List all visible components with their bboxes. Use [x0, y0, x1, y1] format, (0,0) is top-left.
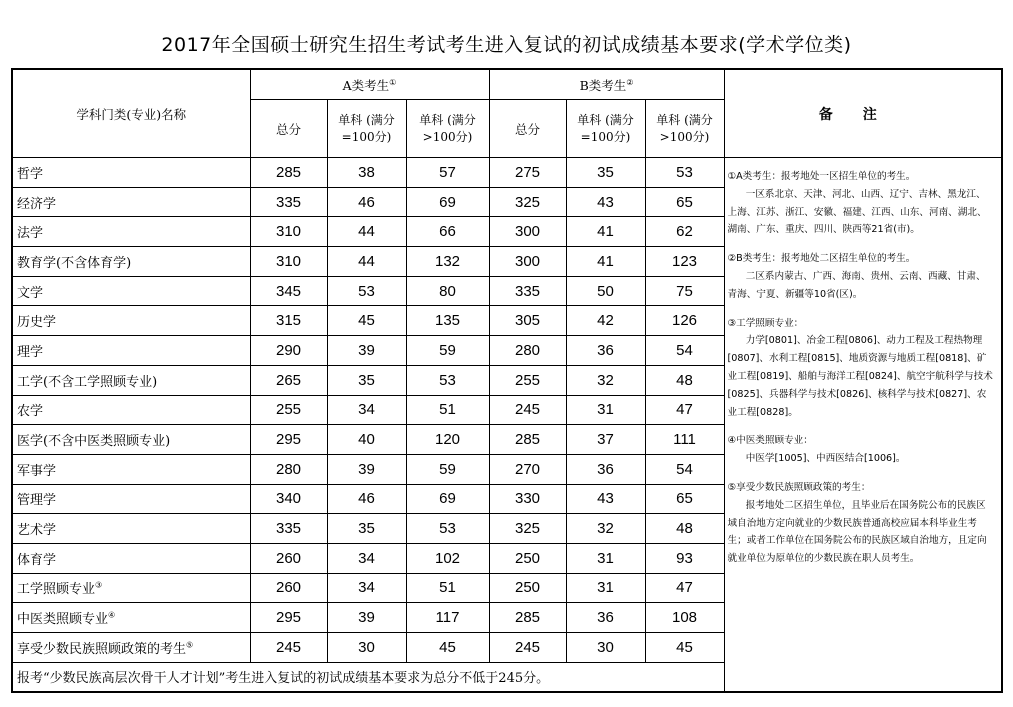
group-b-header: B类考生② — [489, 69, 724, 100]
score-cell-b-single-gt100: 108 — [645, 603, 724, 633]
score-cell-a-single-gt100: 102 — [406, 543, 489, 573]
group-a-mark: ① — [389, 77, 397, 87]
score-cell-b-single-gt100: 65 — [645, 187, 724, 217]
note-block — [728, 250, 996, 303]
score-cell-a-single-100: 46 — [327, 484, 406, 514]
score-cell-a-total: 285 — [250, 158, 327, 188]
note-heading: ②B类考生：报考地处二区招生单位的考生。 — [727, 253, 916, 265]
score-cell-a-total: 340 — [250, 484, 327, 514]
group-b-mark: ② — [626, 77, 634, 87]
footnote-mark: ③ — [95, 581, 103, 591]
subject-name: 经济学 — [12, 187, 250, 217]
subject-name: 文学 — [12, 276, 250, 306]
score-cell-b-single-gt100: 47 — [645, 573, 724, 603]
score-cell-a-single-100: 40 — [327, 425, 406, 455]
score-cell-a-total: 260 — [250, 573, 327, 603]
notes-header: 备注 — [724, 69, 1002, 158]
score-cell-b-single-100: 36 — [566, 603, 645, 633]
note-body: 报考地处二区招生单位，且毕业后在国务院公布的民族区域自治地方定向就业的少数民族普通高校应届本科毕业生考生；或者工作单位在国务院公布的民族区域自治地方，且定向就业单位为原单位的少数民族在职人员考生。 — [727, 499, 987, 565]
score-cell-b-single-100: 41 — [566, 247, 645, 277]
score-cell-b-single-100: 43 — [566, 187, 645, 217]
score-cell-b-total: 325 — [489, 187, 566, 217]
score-cell-a-total: 295 — [250, 425, 327, 455]
subject-name: 医学(不含中医类照顾专业) — [12, 425, 250, 455]
score-cell-a-single-gt100: 66 — [406, 217, 489, 247]
score-cell-b-single-gt100: 47 — [645, 395, 724, 425]
score-table — [11, 68, 1003, 693]
score-cell-a-single-gt100: 53 — [406, 365, 489, 395]
score-cell-a-total: 315 — [250, 306, 327, 336]
score-cell-b-single-100: 31 — [566, 573, 645, 603]
footnote-mark: ⑤ — [186, 640, 194, 650]
subject-header: 学科门类(专业)名称 — [12, 69, 250, 158]
score-cell-b-single-gt100: 48 — [645, 514, 724, 544]
score-cell-b-single-100: 32 — [566, 514, 645, 544]
score-cell-b-total: 250 — [489, 543, 566, 573]
score-cell-a-total: 245 — [250, 633, 327, 663]
note-heading: ⑤享受少数民族照顾政策的考生： — [727, 481, 871, 493]
score-cell-b-single-100: 35 — [566, 158, 645, 188]
score-cell-b-single-100: 31 — [566, 395, 645, 425]
score-cell-b-total: 330 — [489, 484, 566, 514]
b-single-gt100-header: 单科 (满分 >100分) — [645, 100, 724, 158]
note-body: 二区系内蒙古、广西、海南、贵州、云南、西藏、甘肃、青海、宁夏、新疆等10省(区)。 — [727, 270, 986, 300]
score-cell-b-total: 300 — [489, 217, 566, 247]
score-cell-a-total: 310 — [250, 247, 327, 277]
score-cell-b-total: 250 — [489, 573, 566, 603]
subject-name: 军事学 — [12, 454, 250, 484]
page-title: 2017年全国硕士研究生招生考试考生进入复试的初试成绩基本要求(学术学位类) — [161, 34, 852, 56]
subject-name: 法学 — [12, 217, 250, 247]
score-cell-b-single-100: 36 — [566, 336, 645, 366]
score-cell-a-total: 265 — [250, 365, 327, 395]
b-single-100-header: 单科 (满分 =100分) — [566, 100, 645, 158]
score-cell-b-single-100: 36 — [566, 454, 645, 484]
score-cell-b-single-100: 50 — [566, 276, 645, 306]
score-cell-a-total: 310 — [250, 217, 327, 247]
subject-name: 管理学 — [12, 484, 250, 514]
note-block — [728, 479, 996, 568]
score-cell-b-single-100: 41 — [566, 217, 645, 247]
notes-cell — [724, 158, 1002, 692]
score-cell-a-single-100: 44 — [327, 247, 406, 277]
score-cell-a-single-100: 39 — [327, 603, 406, 633]
note-block — [728, 168, 996, 239]
score-cell-a-single-gt100: 53 — [406, 514, 489, 544]
score-cell-b-single-gt100: 54 — [645, 336, 724, 366]
score-cell-b-total: 255 — [489, 365, 566, 395]
score-cell-b-single-100: 31 — [566, 543, 645, 573]
footer-note: 报考“少数民族高层次骨干人才计划”考生进入复试的初试成绩基本要求为总分不低于245分。 — [12, 662, 724, 692]
score-cell-b-single-gt100: 111 — [645, 425, 724, 455]
note-block — [728, 315, 996, 422]
a-single-100-header: 单科 (满分 =100分) — [327, 100, 406, 158]
score-cell-a-single-100: 34 — [327, 573, 406, 603]
note-heading: ④中医类照顾专业： — [727, 435, 813, 447]
score-cell-b-single-gt100: 75 — [645, 276, 724, 306]
note-body: 中医学[1005]、中西医结合[1006]。 — [745, 453, 906, 465]
score-cell-b-single-gt100: 62 — [645, 217, 724, 247]
score-cell-a-total: 335 — [250, 187, 327, 217]
score-cell-b-total: 245 — [489, 633, 566, 663]
note-heading: ①A类考生：报考地处一区招生单位的考生。 — [727, 171, 916, 182]
subject-name: 农学 — [12, 395, 250, 425]
score-cell-a-total: 260 — [250, 543, 327, 573]
subject-name: 工学(不含工学照顾专业) — [12, 365, 250, 395]
score-cell-a-single-gt100: 45 — [406, 633, 489, 663]
score-cell-a-single-100: 39 — [327, 336, 406, 366]
score-cell-b-total: 275 — [489, 158, 566, 188]
score-cell-b-single-100: 30 — [566, 633, 645, 663]
score-cell-a-single-gt100: 59 — [406, 336, 489, 366]
a-single-gt100-header: 单科 (满分 >100分) — [406, 100, 489, 158]
score-cell-a-total: 295 — [250, 603, 327, 633]
score-cell-b-single-gt100: 93 — [645, 543, 724, 573]
score-cell-a-single-100: 45 — [327, 306, 406, 336]
score-cell-b-total: 270 — [489, 454, 566, 484]
score-cell-a-single-gt100: 120 — [406, 425, 489, 455]
score-cell-a-single-100: 35 — [327, 365, 406, 395]
score-cell-a-total: 335 — [250, 514, 327, 544]
score-cell-a-single-gt100: 69 — [406, 484, 489, 514]
score-cell-b-single-gt100: 53 — [645, 158, 724, 188]
score-cell-b-single-gt100: 48 — [645, 365, 724, 395]
score-cell-a-single-gt100: 69 — [406, 187, 489, 217]
subject-name: 哲学 — [12, 158, 250, 188]
score-cell-b-single-gt100: 45 — [645, 633, 724, 663]
score-cell-b-total: 335 — [489, 276, 566, 306]
score-cell-b-total: 245 — [489, 395, 566, 425]
score-cell-a-single-100: 34 — [327, 543, 406, 573]
footnote-mark: ④ — [108, 610, 116, 620]
score-cell-a-single-100: 35 — [327, 514, 406, 544]
score-cell-a-single-100: 39 — [327, 454, 406, 484]
score-cell-b-total: 280 — [489, 336, 566, 366]
score-cell-b-total: 300 — [489, 247, 566, 277]
score-cell-a-single-100: 44 — [327, 217, 406, 247]
score-cell-a-single-gt100: 57 — [406, 158, 489, 188]
score-cell-a-single-100: 30 — [327, 633, 406, 663]
group-a-header: A类考生① — [250, 69, 489, 100]
score-cell-a-single-100: 53 — [327, 276, 406, 306]
score-cell-a-total: 255 — [250, 395, 327, 425]
score-cell-b-single-gt100: 65 — [645, 484, 724, 514]
score-cell-a-single-gt100: 59 — [406, 454, 489, 484]
score-cell-b-single-gt100: 54 — [645, 454, 724, 484]
score-cell-a-total: 280 — [250, 454, 327, 484]
subject-name: 理学 — [12, 336, 250, 366]
score-cell-a-single-gt100: 80 — [406, 276, 489, 306]
note-block — [728, 432, 996, 468]
score-cell-a-single-gt100: 117 — [406, 603, 489, 633]
note-body: 一区系北京、天津、河北、山西、辽宁、吉林、黑龙江、上海、江苏、浙江、安徽、福建、江西、山东、河南、湖北、湖南、广东、重庆、四川、陕西等21省(市)。 — [727, 188, 987, 236]
table-row — [12, 158, 1002, 188]
score-cell-b-single-100: 42 — [566, 306, 645, 336]
score-cell-a-single-100: 46 — [327, 187, 406, 217]
score-cell-b-total: 305 — [489, 306, 566, 336]
a-total-header: 总分 — [250, 100, 327, 158]
score-cell-b-single-100: 37 — [566, 425, 645, 455]
subject-name: 工学照顾专业③ — [12, 573, 250, 603]
note-body: 力学[0801]、冶金工程[0806]、动力工程及工程热物理[0807]、水利工程[0815]、地质资源与地质工程[0818]、矿业工程[0819]、船舶与海洋工程[0824]、航空宇航科学与技术[0825]、兵器科学与技术[0826]、核科学与技术[0827]、农业工程[0828]。 — [727, 335, 993, 418]
subject-name: 中医类照顾专业④ — [12, 603, 250, 633]
score-cell-a-single-100: 38 — [327, 158, 406, 188]
score-cell-b-single-100: 32 — [566, 365, 645, 395]
score-cell-a-single-100: 34 — [327, 395, 406, 425]
b-total-header: 总分 — [489, 100, 566, 158]
score-cell-a-single-gt100: 132 — [406, 247, 489, 277]
score-cell-b-single-100: 43 — [566, 484, 645, 514]
score-cell-a-total: 290 — [250, 336, 327, 366]
subject-name: 享受少数民族照顾政策的考生⑤ — [12, 633, 250, 663]
note-heading: ③工学照顾专业： — [727, 317, 804, 329]
score-cell-a-single-gt100: 51 — [406, 573, 489, 603]
subject-name: 艺术学 — [12, 514, 250, 544]
subject-name: 体育学 — [12, 543, 250, 573]
score-cell-b-single-gt100: 123 — [645, 247, 724, 277]
score-cell-a-single-gt100: 51 — [406, 395, 489, 425]
score-cell-a-total: 345 — [250, 276, 327, 306]
score-cell-b-total: 285 — [489, 603, 566, 633]
subject-name: 历史学 — [12, 306, 250, 336]
score-cell-b-single-gt100: 126 — [645, 306, 724, 336]
subject-name: 教育学(不含体育学) — [12, 247, 250, 277]
score-cell-b-total: 325 — [489, 514, 566, 544]
score-cell-a-single-gt100: 135 — [406, 306, 489, 336]
score-cell-b-total: 285 — [489, 425, 566, 455]
